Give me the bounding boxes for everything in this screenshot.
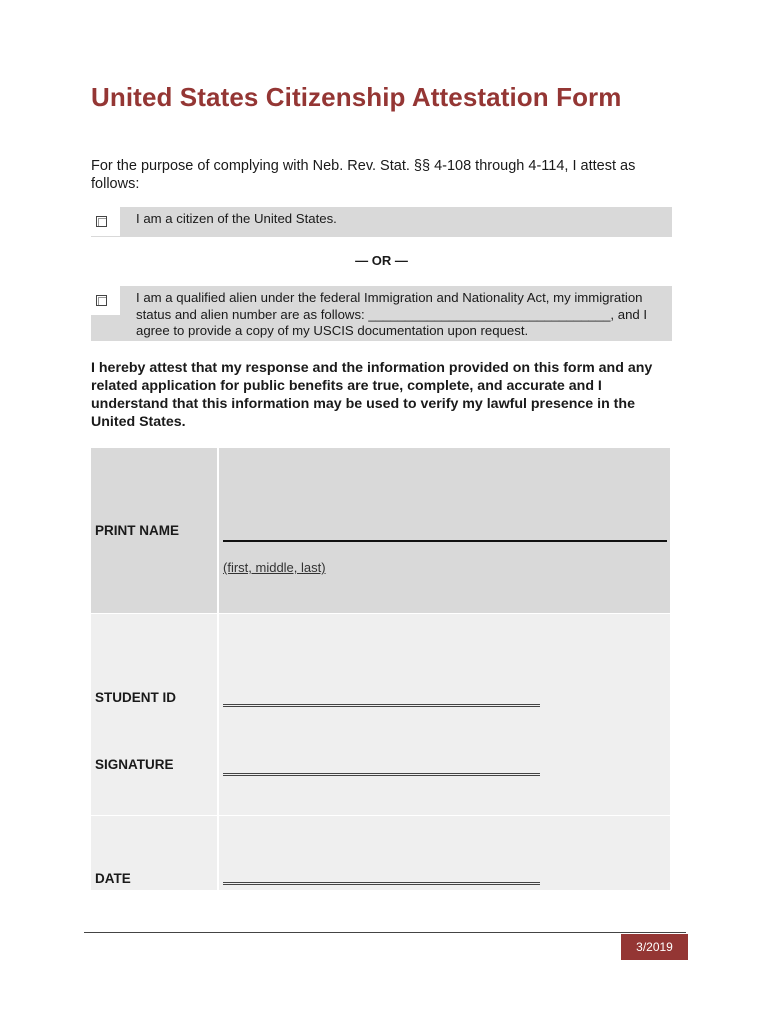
or-separator: — OR — xyxy=(355,253,408,268)
intro-text: For the purpose of complying with Neb. Rev. Stat. §§ 4-108 through 4-114, I attest as follows: xyxy=(91,158,636,192)
footer-rule xyxy=(84,932,686,933)
print-name-row xyxy=(91,448,670,614)
citizen-option-label: I am a citizen of the United States. xyxy=(136,211,337,226)
checkbox-cell xyxy=(91,286,120,315)
attestation-statement: I hereby attest that my response and the information provided on this form and any related application for public benefits are true, complete, and accurate and I understand that this information may be used to verify my lawful presence in the United States. xyxy=(91,360,653,430)
value-cell xyxy=(219,614,670,816)
student-id-line[interactable] xyxy=(223,704,540,707)
date-row xyxy=(91,816,670,890)
student-id-signature-row xyxy=(91,614,670,816)
form-title: United States Citizenship Attestation Form xyxy=(91,82,622,112)
signature-line[interactable] xyxy=(223,773,540,776)
value-cell xyxy=(219,448,670,614)
date-label: DATE xyxy=(95,871,131,886)
student-id-label: STUDENT ID xyxy=(95,690,176,705)
citizen-checkbox[interactable] xyxy=(96,216,107,227)
date-line[interactable] xyxy=(223,882,540,885)
qualified-alien-option xyxy=(91,286,672,341)
qualified-alien-option-label: I am a qualified alien under the federal Immigration and Nationality Act, my immigration status and alien number are as follows: _________________________________, and I agree to provide a copy of my USCIS documentation upon request. xyxy=(136,290,648,338)
print-name-line[interactable] xyxy=(223,540,667,542)
signature-label: SIGNATURE xyxy=(95,757,174,772)
revision-date-badge: 3/2019 xyxy=(621,934,688,960)
qualified-alien-checkbox[interactable] xyxy=(96,295,107,306)
print-name-hint: (first, middle, last) xyxy=(223,560,326,575)
checkbox-cell xyxy=(91,207,120,236)
citizen-option xyxy=(91,207,672,237)
value-cell xyxy=(219,816,670,890)
label-cell xyxy=(91,614,217,816)
print-name-label: PRINT NAME xyxy=(95,523,179,538)
